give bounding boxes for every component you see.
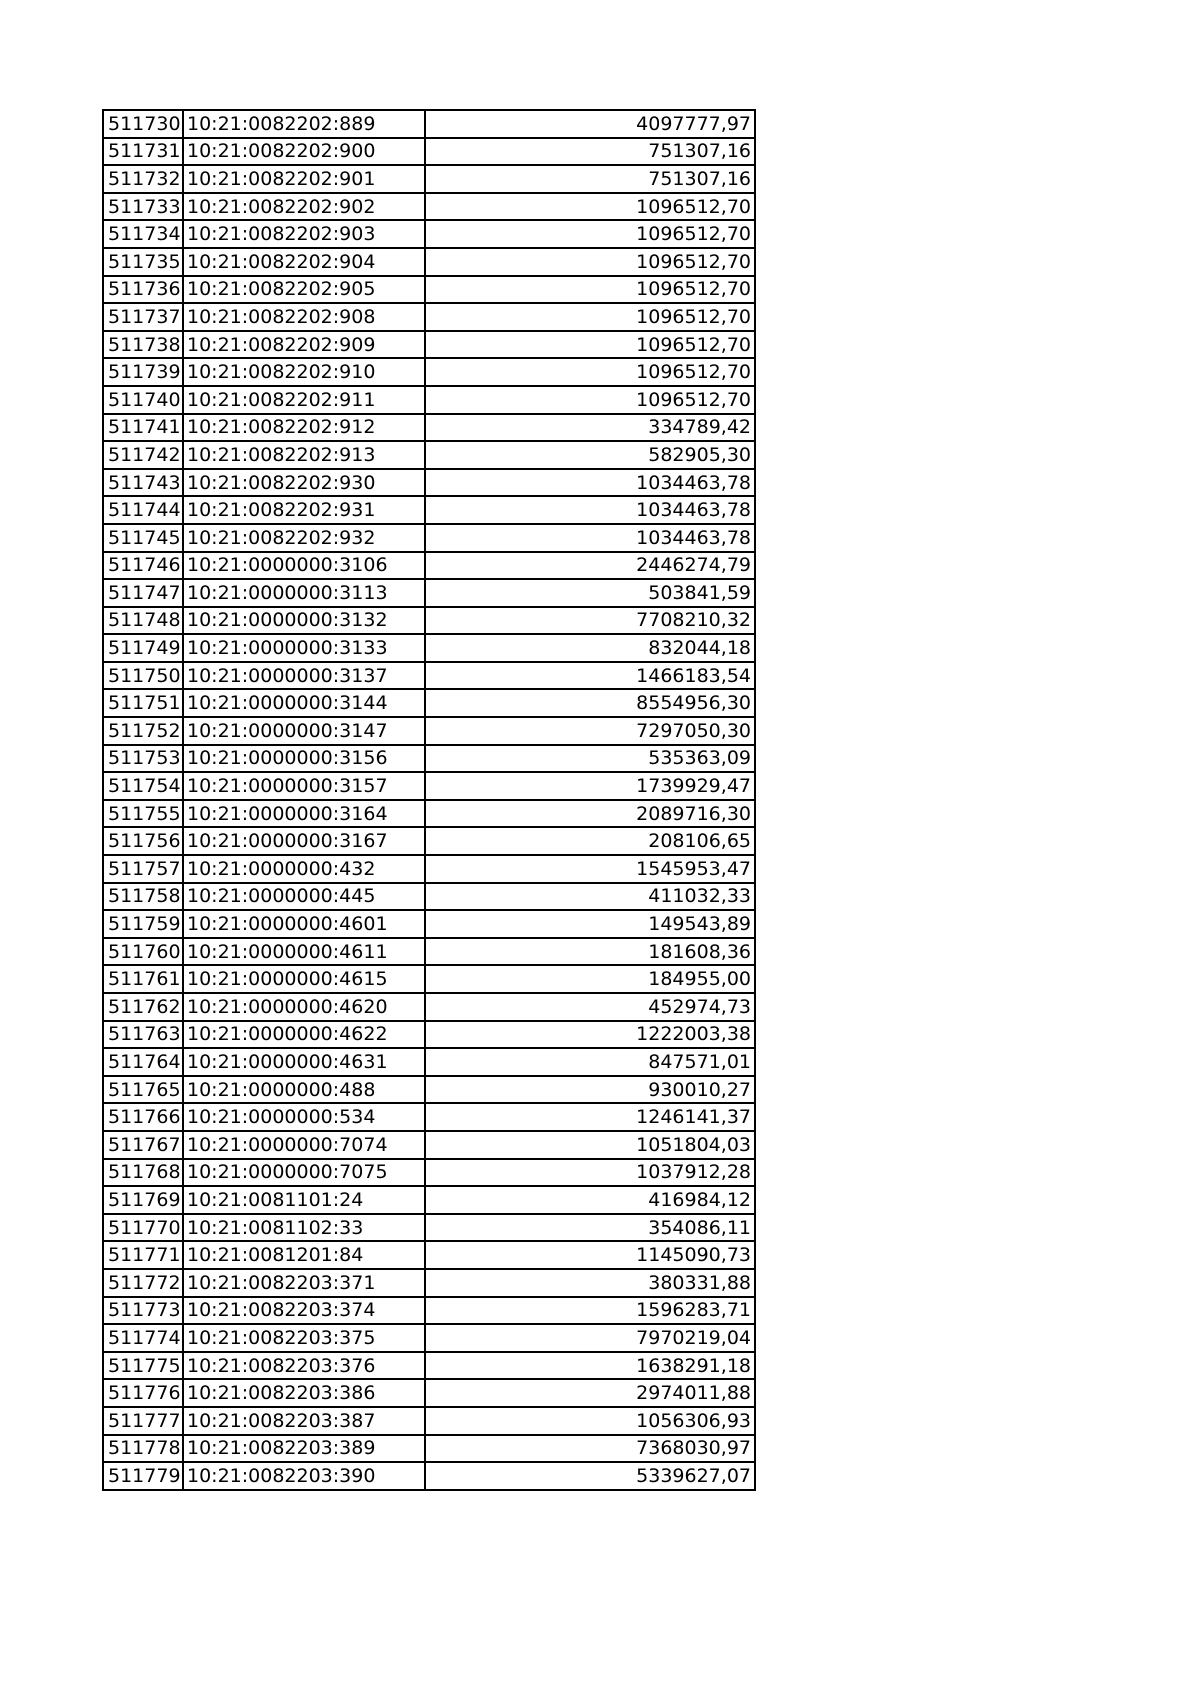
row-number-cell: 511741 — [103, 414, 183, 442]
row-number-cell: 511775 — [103, 1352, 183, 1380]
table-row — [103, 1241, 755, 1269]
table-row — [103, 414, 755, 442]
table-row — [103, 1048, 755, 1076]
table-row — [103, 1352, 755, 1380]
row-number-cell: 511743 — [103, 469, 183, 497]
cadastral-number-cell: 10:21:0082203:375 — [183, 1324, 425, 1352]
cadastral-number-cell: 10:21:0000000:4622 — [183, 1021, 425, 1049]
cadastral-number-cell: 10:21:0082202:931 — [183, 496, 425, 524]
table-row — [103, 993, 755, 1021]
table-row — [103, 717, 755, 745]
cadastral-value-cell: 8554956,30 — [425, 689, 755, 717]
cadastral-value-cell: 1051804,03 — [425, 1131, 755, 1159]
cadastral-value-cell: 847571,01 — [425, 1048, 755, 1076]
cadastral-value-cell: 7970219,04 — [425, 1324, 755, 1352]
cadastral-number-cell: 10:21:0000000:3167 — [183, 827, 425, 855]
row-number-cell: 511753 — [103, 745, 183, 773]
cadastral-value-cell: 452974,73 — [425, 993, 755, 1021]
table-row — [103, 1379, 755, 1407]
cadastral-value-cell: 1222003,38 — [425, 1021, 755, 1049]
row-number-cell: 511779 — [103, 1462, 183, 1490]
cadastral-number-cell: 10:21:0082202:930 — [183, 469, 425, 497]
cadastral-number-cell: 10:21:0000000:3164 — [183, 800, 425, 828]
cadastral-number-cell: 10:21:0081102:33 — [183, 1214, 425, 1242]
row-number-cell: 511742 — [103, 441, 183, 469]
cadastral-value-cell: 2089716,30 — [425, 800, 755, 828]
cadastral-value-cell: 1056306,93 — [425, 1407, 755, 1435]
row-number-cell: 511766 — [103, 1103, 183, 1131]
row-number-cell: 511735 — [103, 248, 183, 276]
row-number-cell: 511736 — [103, 276, 183, 304]
cadastral-value-cell: 1034463,78 — [425, 496, 755, 524]
cadastral-number-cell: 10:21:0082202:905 — [183, 276, 425, 304]
cadastral-value-cell: 1037912,28 — [425, 1159, 755, 1187]
cadastral-number-cell: 10:21:0082203:371 — [183, 1269, 425, 1297]
table-row — [103, 910, 755, 938]
row-number-cell: 511770 — [103, 1214, 183, 1242]
cadastral-number-cell: 10:21:0000000:432 — [183, 855, 425, 883]
cadastral-number-cell: 10:21:0082202:932 — [183, 524, 425, 552]
table-row — [103, 1159, 755, 1187]
row-number-cell: 511773 — [103, 1297, 183, 1325]
cadastral-number-cell: 10:21:0000000:3144 — [183, 689, 425, 717]
table-row — [103, 1269, 755, 1297]
row-number-cell: 511731 — [103, 138, 183, 166]
table-row — [103, 138, 755, 166]
cadastral-number-cell: 10:21:0082202:900 — [183, 138, 425, 166]
cadastral-value-cell: 5339627,07 — [425, 1462, 755, 1490]
table-row — [103, 855, 755, 883]
cadastral-value-cell: 7368030,97 — [425, 1435, 755, 1463]
cadastral-number-cell: 10:21:0082203:376 — [183, 1352, 425, 1380]
cadastral-value-cell: 208106,65 — [425, 827, 755, 855]
cadastral-value-cell: 751307,16 — [425, 165, 755, 193]
table-body — [103, 110, 755, 1490]
cadastral-value-cell: 1034463,78 — [425, 469, 755, 497]
table-row — [103, 469, 755, 497]
cadastral-number-cell: 10:21:0000000:534 — [183, 1103, 425, 1131]
row-number-cell: 511746 — [103, 552, 183, 580]
row-number-cell: 511764 — [103, 1048, 183, 1076]
row-number-cell: 511774 — [103, 1324, 183, 1352]
cadastral-number-cell: 10:21:0000000:3132 — [183, 607, 425, 635]
row-number-cell: 511761 — [103, 965, 183, 993]
cadastral-number-cell: 10:21:0000000:3133 — [183, 634, 425, 662]
cadastral-number-cell: 10:21:0082202:909 — [183, 331, 425, 359]
cadastral-number-cell: 10:21:0082203:389 — [183, 1435, 425, 1463]
cadastral-value-cell: 582905,30 — [425, 441, 755, 469]
row-number-cell: 511734 — [103, 220, 183, 248]
table-row — [103, 110, 755, 138]
table-row — [103, 1131, 755, 1159]
cadastral-value-cell: 1739929,47 — [425, 772, 755, 800]
cadastral-number-cell: 10:21:0000000:3106 — [183, 552, 425, 580]
table-row — [103, 552, 755, 580]
table-row — [103, 248, 755, 276]
table-row — [103, 496, 755, 524]
table-row — [103, 938, 755, 966]
cadastral-value-cell: 503841,59 — [425, 579, 755, 607]
cadastral-value-cell: 1096512,70 — [425, 248, 755, 276]
row-number-cell: 511778 — [103, 1435, 183, 1463]
row-number-cell: 511732 — [103, 165, 183, 193]
cadastral-number-cell: 10:21:0082202:913 — [183, 441, 425, 469]
cadastral-value-cell: 1096512,70 — [425, 193, 755, 221]
row-number-cell: 511738 — [103, 331, 183, 359]
cadastral-number-cell: 10:21:0000000:4601 — [183, 910, 425, 938]
row-number-cell: 511776 — [103, 1379, 183, 1407]
cadastral-number-cell: 10:21:0000000:4615 — [183, 965, 425, 993]
table-row — [103, 1214, 755, 1242]
cadastral-number-cell: 10:21:0000000:445 — [183, 883, 425, 911]
table-row — [103, 745, 755, 773]
cadastral-value-table — [102, 109, 756, 1491]
cadastral-value-cell: 4097777,97 — [425, 110, 755, 138]
row-number-cell: 511762 — [103, 993, 183, 1021]
table-row — [103, 386, 755, 414]
row-number-cell: 511771 — [103, 1241, 183, 1269]
cadastral-value-cell: 1096512,70 — [425, 276, 755, 304]
cadastral-value-cell: 354086,11 — [425, 1214, 755, 1242]
cadastral-number-cell: 10:21:0082202:903 — [183, 220, 425, 248]
cadastral-number-cell: 10:21:0082202:904 — [183, 248, 425, 276]
cadastral-number-cell: 10:21:0082203:374 — [183, 1297, 425, 1325]
row-number-cell: 511739 — [103, 358, 183, 386]
table-row — [103, 524, 755, 552]
cadastral-number-cell: 10:21:0081201:84 — [183, 1241, 425, 1269]
cadastral-value-cell: 7297050,30 — [425, 717, 755, 745]
table-row — [103, 883, 755, 911]
cadastral-value-cell: 751307,16 — [425, 138, 755, 166]
cadastral-value-cell: 411032,33 — [425, 883, 755, 911]
table-row — [103, 303, 755, 331]
row-number-cell: 511756 — [103, 827, 183, 855]
row-number-cell: 511757 — [103, 855, 183, 883]
table-row — [103, 1297, 755, 1325]
table-row — [103, 441, 755, 469]
cadastral-number-cell: 10:21:0000000:7074 — [183, 1131, 425, 1159]
table-row — [103, 634, 755, 662]
cadastral-value-cell: 1034463,78 — [425, 524, 755, 552]
cadastral-value-cell: 1096512,70 — [425, 386, 755, 414]
cadastral-number-cell: 10:21:0000000:3137 — [183, 662, 425, 690]
row-number-cell: 511754 — [103, 772, 183, 800]
cadastral-number-cell: 10:21:0000000:4611 — [183, 938, 425, 966]
row-number-cell: 511737 — [103, 303, 183, 331]
table-row — [103, 1076, 755, 1104]
cadastral-value-cell: 1246141,37 — [425, 1103, 755, 1131]
cadastral-number-cell: 10:21:0082203:386 — [183, 1379, 425, 1407]
cadastral-value-cell: 1596283,71 — [425, 1297, 755, 1325]
table-row — [103, 1462, 755, 1490]
row-number-cell: 511730 — [103, 110, 183, 138]
row-number-cell: 511748 — [103, 607, 183, 635]
table-row — [103, 662, 755, 690]
cadastral-number-cell: 10:21:0000000:3157 — [183, 772, 425, 800]
row-number-cell: 511777 — [103, 1407, 183, 1435]
cadastral-number-cell: 10:21:0082202:901 — [183, 165, 425, 193]
row-number-cell: 511755 — [103, 800, 183, 828]
cadastral-value-cell: 1545953,47 — [425, 855, 755, 883]
cadastral-number-cell: 10:21:0000000:488 — [183, 1076, 425, 1104]
table-row — [103, 276, 755, 304]
table-row — [103, 165, 755, 193]
cadastral-value-cell: 2446274,79 — [425, 552, 755, 580]
table-row — [103, 358, 755, 386]
cadastral-value-cell: 181608,36 — [425, 938, 755, 966]
cadastral-number-cell: 10:21:0000000:4620 — [183, 993, 425, 1021]
cadastral-value-cell: 1466183,54 — [425, 662, 755, 690]
row-number-cell: 511767 — [103, 1131, 183, 1159]
table-row — [103, 331, 755, 359]
cadastral-number-cell: 10:21:0082202:912 — [183, 414, 425, 442]
row-number-cell: 511759 — [103, 910, 183, 938]
table-row — [103, 1324, 755, 1352]
row-number-cell: 511765 — [103, 1076, 183, 1104]
cadastral-number-cell: 10:21:0000000:3156 — [183, 745, 425, 773]
cadastral-number-cell: 10:21:0082203:390 — [183, 1462, 425, 1490]
row-number-cell: 511772 — [103, 1269, 183, 1297]
row-number-cell: 511768 — [103, 1159, 183, 1187]
cadastral-value-cell: 832044,18 — [425, 634, 755, 662]
cadastral-value-cell: 416984,12 — [425, 1186, 755, 1214]
row-number-cell: 511752 — [103, 717, 183, 745]
cadastral-value-cell: 1145090,73 — [425, 1241, 755, 1269]
cadastral-value-cell: 535363,09 — [425, 745, 755, 773]
cadastral-value-cell: 930010,27 — [425, 1076, 755, 1104]
table-row — [103, 1103, 755, 1131]
table-row — [103, 772, 755, 800]
table-row — [103, 965, 755, 993]
row-number-cell: 511750 — [103, 662, 183, 690]
row-number-cell: 511740 — [103, 386, 183, 414]
cadastral-number-cell: 10:21:0082202:889 — [183, 110, 425, 138]
cadastral-value-cell: 380331,88 — [425, 1269, 755, 1297]
cadastral-number-cell: 10:21:0000000:3147 — [183, 717, 425, 745]
cadastral-value-cell: 1096512,70 — [425, 331, 755, 359]
table-row — [103, 800, 755, 828]
cadastral-value-cell: 7708210,32 — [425, 607, 755, 635]
row-number-cell: 511763 — [103, 1021, 183, 1049]
cadastral-value-cell: 1638291,18 — [425, 1352, 755, 1380]
table-row — [103, 689, 755, 717]
cadastral-value-cell: 334789,42 — [425, 414, 755, 442]
table-row — [103, 1407, 755, 1435]
cadastral-number-cell: 10:21:0000000:4631 — [183, 1048, 425, 1076]
row-number-cell: 511760 — [103, 938, 183, 966]
row-number-cell: 511751 — [103, 689, 183, 717]
row-number-cell: 511745 — [103, 524, 183, 552]
row-number-cell: 511758 — [103, 883, 183, 911]
cadastral-number-cell: 10:21:0082202:911 — [183, 386, 425, 414]
cadastral-number-cell: 10:21:0000000:7075 — [183, 1159, 425, 1187]
row-number-cell: 511749 — [103, 634, 183, 662]
row-number-cell: 511747 — [103, 579, 183, 607]
table-row — [103, 579, 755, 607]
cadastral-value-cell: 1096512,70 — [425, 303, 755, 331]
row-number-cell: 511733 — [103, 193, 183, 221]
row-number-cell: 511769 — [103, 1186, 183, 1214]
cadastral-value-cell: 2974011,88 — [425, 1379, 755, 1407]
table-row — [103, 220, 755, 248]
cadastral-value-cell: 1096512,70 — [425, 220, 755, 248]
table-row — [103, 193, 755, 221]
row-number-cell: 511744 — [103, 496, 183, 524]
table-row — [103, 607, 755, 635]
cadastral-number-cell: 10:21:0082202:902 — [183, 193, 425, 221]
cadastral-number-cell: 10:21:0082202:908 — [183, 303, 425, 331]
cadastral-value-cell: 1096512,70 — [425, 358, 755, 386]
cadastral-number-cell: 10:21:0082203:387 — [183, 1407, 425, 1435]
cadastral-number-cell: 10:21:0000000:3113 — [183, 579, 425, 607]
cadastral-number-cell: 10:21:0082202:910 — [183, 358, 425, 386]
table-row — [103, 1021, 755, 1049]
cadastral-value-cell: 149543,89 — [425, 910, 755, 938]
table-row — [103, 1186, 755, 1214]
cadastral-value-cell: 184955,00 — [425, 965, 755, 993]
cadastral-number-cell: 10:21:0081101:24 — [183, 1186, 425, 1214]
table-row — [103, 827, 755, 855]
table-row — [103, 1435, 755, 1463]
spreadsheet-page — [102, 109, 756, 1491]
